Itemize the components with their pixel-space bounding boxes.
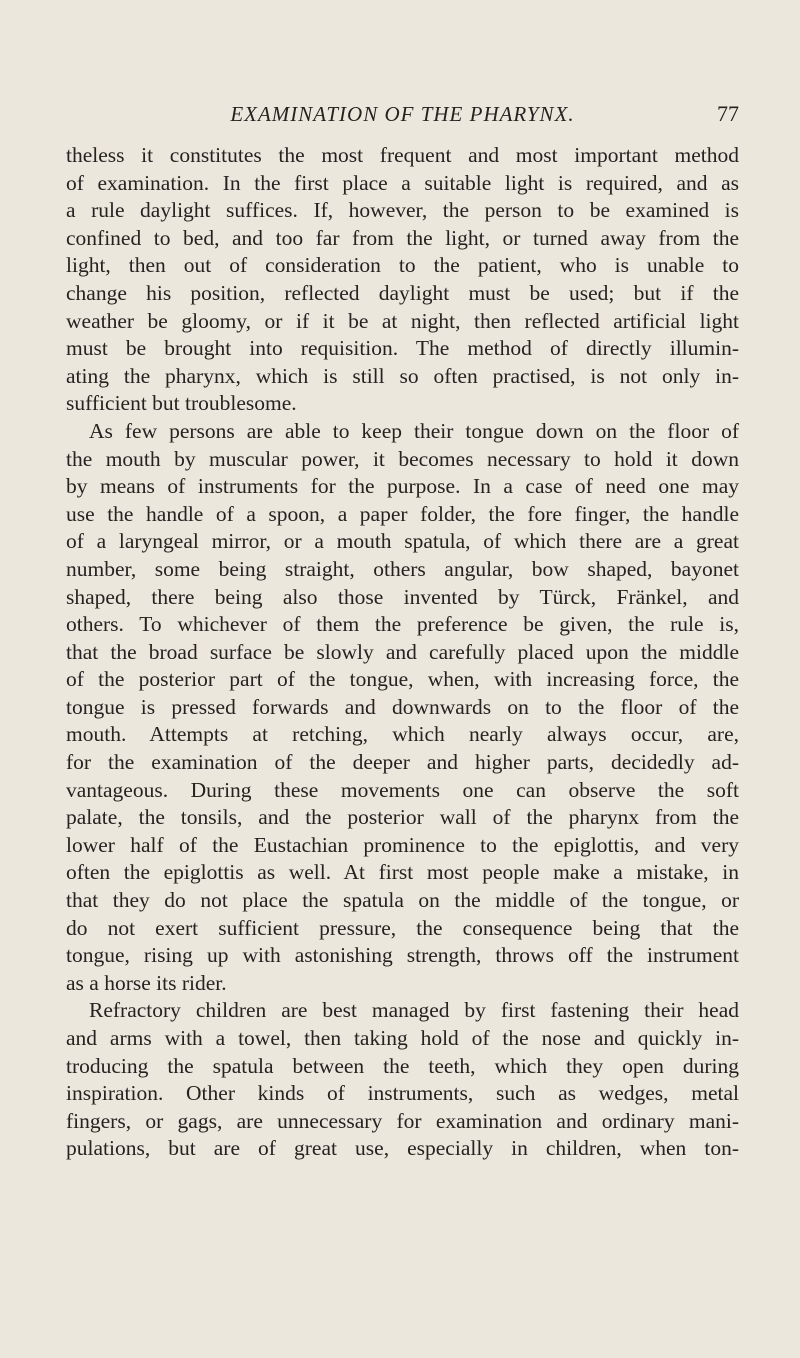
text-line: as a horse its rider. — [66, 970, 227, 995]
text-line: the mouth by muscular power, it becomes necessary to hold it down — [66, 446, 739, 471]
text-line: do not exert sufficient pressure, the consequence being that the — [66, 915, 739, 940]
text-line: shaped, there being also those invented by Türck, Fränkel, and — [66, 584, 739, 609]
text-line: ating the pharynx, which is still so often practised, is not only in- — [66, 363, 739, 388]
text-line: weather be gloomy, or if it be at night, then reflected artificial light — [66, 308, 739, 333]
paragraph — [66, 997, 739, 1163]
text-line: that the broad surface be slowly and carefully placed upon the middle — [66, 639, 739, 664]
page-number: 77 — [717, 101, 739, 126]
text-line: use the handle of a spoon, a paper folder, the fore finger, the handle — [66, 501, 739, 526]
text-line: pulations, but are of great use, especially in children, when ton- — [66, 1136, 739, 1161]
text-line: number, some being straight, others angular, bow shaped, bayonet — [66, 556, 739, 581]
text-line: confined to bed, and too far from the light, or turned away from the — [66, 225, 739, 250]
text-line: and arms with a towel, then taking hold of the nose and quickly in- — [66, 1026, 739, 1050]
text-line: sufficient but troublesome. — [66, 391, 297, 416]
text-line: often the epiglottis as well. At first most people make a mistake, in — [66, 860, 739, 885]
text-line: Refractory children are best managed by first fastening their head — [89, 998, 739, 1023]
text-line: by means of instruments for the purpose. In a case of need one may — [66, 474, 739, 499]
running-title: EXAMINATION OF THE PHARYNX. — [230, 102, 575, 126]
text-line: tongue, rising up with astonishing strength, throws off the instrument — [66, 943, 739, 968]
text-line: palate, the tonsils, and the posterior wall of the pharynx from the — [66, 805, 739, 830]
text-line: that they do not place the spatula on the middle of the tongue, or — [66, 888, 739, 913]
text-line: for the examination of the deeper and higher parts, decidedly ad- — [66, 750, 739, 775]
text-line: a rule daylight suffices. If, however, the person to be examined is — [66, 198, 739, 223]
text-line: must be brought into requisition. The method of directly illumin- — [66, 336, 739, 361]
text-line: troducing the spatula between the teeth, which they open during — [66, 1053, 739, 1078]
paragraph — [66, 142, 739, 418]
text-line: of examination. In the first place a suitable light is required, and as — [66, 170, 739, 195]
page-header — [66, 100, 739, 128]
text-line: mouth. Attempts at retching, which nearly always occur, are, — [66, 722, 739, 747]
text-line: change his position, reflected daylight must be used; but if the — [66, 280, 739, 305]
text-line: of a laryngeal mirror, or a mouth spatula, of which there are a great — [66, 529, 739, 554]
text-line: theless it constitutes the most frequent and most important method — [66, 143, 739, 167]
text-line: fingers, or gags, are unnecessary for examination and ordinary mani- — [66, 1108, 739, 1133]
text-line: inspiration. Other kinds of instruments, such as wedges, metal — [66, 1081, 739, 1106]
text-line: vantageous. During these movements one can observe the soft — [66, 777, 739, 802]
text-line: lower half of the Eustachian prominence to the epiglottis, and very — [66, 832, 739, 857]
text-line: tongue is pressed forwards and downwards on to the floor of the — [66, 694, 739, 719]
paragraph — [66, 418, 739, 997]
text-line: of the posterior part of the tongue, when, with increasing force, the — [66, 667, 739, 692]
text-line: As few persons are able to keep their tongue down on the floor of — [89, 418, 739, 443]
body-text — [66, 142, 739, 1163]
text-line: light, then out of consideration to the patient, who is unable to — [66, 253, 739, 278]
text-line: others. To whichever of them the preference be given, the rule is, — [66, 612, 739, 637]
